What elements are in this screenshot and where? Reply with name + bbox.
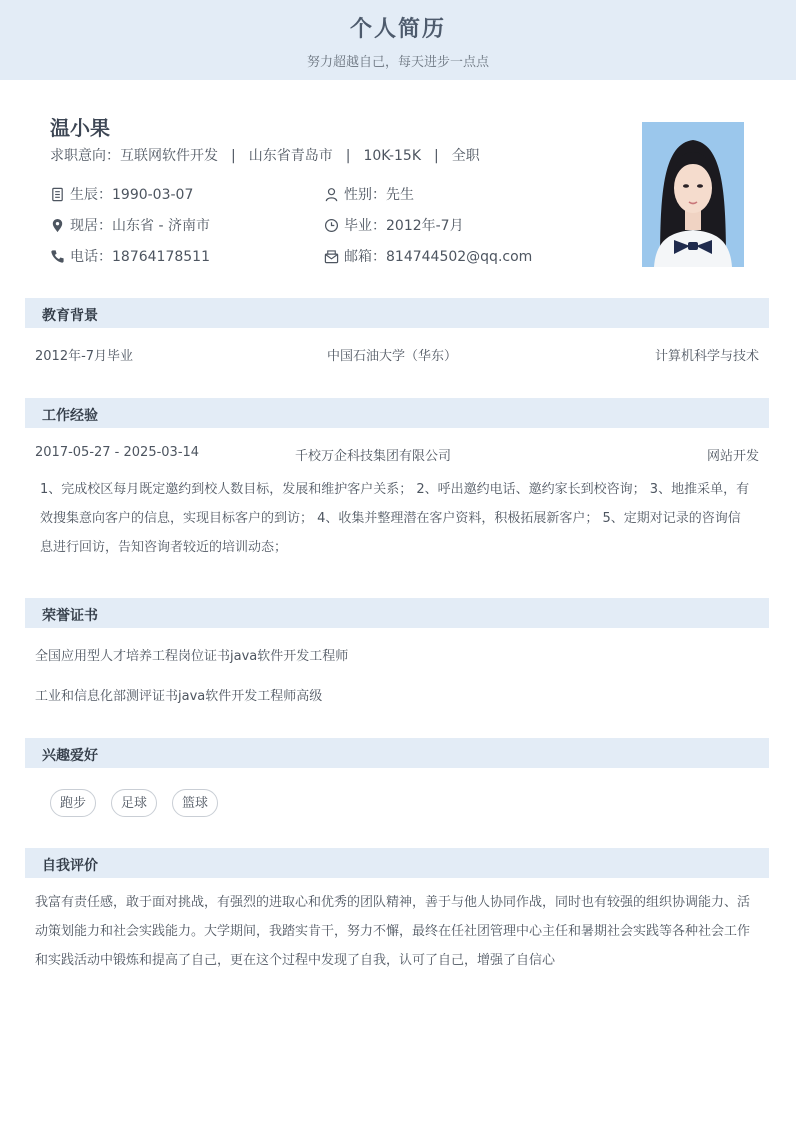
- clock-icon: [324, 218, 339, 233]
- hobby-tag: 足球: [111, 789, 157, 817]
- education-date: 2012年-7月毕业: [35, 349, 134, 364]
- section-title: 工作经验: [42, 408, 98, 424]
- phone-text: 电话：18764178511: [70, 249, 210, 265]
- graduation-text: 毕业：2012年-7月: [344, 218, 464, 234]
- residence-text: 现居：山东省 - 济南市: [70, 218, 210, 234]
- user-icon: [324, 187, 339, 202]
- separator: |: [231, 148, 236, 164]
- job-intent: [50, 145, 480, 165]
- honor-item: 全国应用型人才培养工程岗位证书java软件开发工程师: [35, 649, 349, 664]
- honor-item: 工业和信息化部测评证书java软件开发工程师高级: [35, 689, 323, 704]
- section-title: 自我评价: [42, 858, 98, 874]
- work-company: 千校万企科技集团有限公司: [295, 449, 452, 464]
- gender-info: [324, 184, 414, 204]
- residence-info: [50, 215, 210, 235]
- section-self-evaluation: [25, 848, 769, 878]
- resume-title: 个人简历: [349, 17, 446, 42]
- section-education: [25, 298, 769, 328]
- section-hobbies: [25, 738, 769, 768]
- birth-info: [50, 184, 193, 204]
- email-text: 邮箱：814744502@qq.com: [344, 249, 533, 265]
- section-title: 荣誉证书: [42, 608, 98, 624]
- section-honors: [25, 598, 769, 628]
- job-type: 全职: [451, 148, 480, 164]
- mail-icon: [324, 249, 339, 264]
- work-position: 网站开发: [706, 449, 759, 464]
- portrait-image: [642, 122, 744, 267]
- education-major: 计算机科学与技术: [654, 349, 759, 364]
- work-period: 2017-05-27 - 2025-03-14: [35, 445, 200, 460]
- hobby-tag: 篮球: [172, 789, 218, 817]
- graduation-info: [324, 215, 464, 235]
- phone-icon: [50, 249, 65, 264]
- section-title: 兴趣爱好: [42, 748, 98, 764]
- email-info: [324, 246, 532, 266]
- birth-text: 生辰：1990-03-07: [70, 187, 194, 203]
- location-pin-icon: [50, 218, 65, 233]
- resume-header: [0, 0, 796, 80]
- section-work: [25, 398, 769, 428]
- separator: |: [434, 148, 439, 164]
- gender-text: 性别：先生: [344, 187, 414, 203]
- calendar-icon: [50, 187, 65, 202]
- resume-subtitle: 努力超越自己，每天进步一点点: [306, 55, 489, 70]
- job-intent-label: 求职意向：互联网软件开发: [50, 148, 218, 164]
- job-location: 山东省青岛市: [248, 148, 333, 164]
- profile-photo: [642, 122, 744, 267]
- education-school: 中国石油大学（华东）: [327, 349, 458, 364]
- section-title: 教育背景: [42, 308, 98, 324]
- self-evaluation-text: 我富有责任感，敢于面对挑战，有强烈的进取心和优秀的团队精神，善于与他人协同作战，同时也有较强的组织协调能力、活动策划能力和社会实践能力。大学期间，我踏实肯干，努力不懈，最终在任社团管理中心主任和暑期社会实践等各种社会工作和实践活动中锻炼和提高了自己，更在这个过程中发现了自我，认可了自己，增强了自信心: [35, 895, 751, 968]
- phone-info: [50, 246, 210, 266]
- candidate-name: 温小果: [50, 116, 110, 140]
- hobby-tag: 跑步: [50, 789, 96, 817]
- job-salary: 10K-15K: [363, 148, 422, 164]
- separator: |: [345, 148, 351, 164]
- work-description: 1、完成校区每月既定邀约到校人数目标，发展和维护客户关系； 2、呼出邀约电话、邀约家长到校咨询； 3、地推采单，有效搜集意向客户的信息，实现目标客户的到访； 4、收集并整理潜在客户资料，积极拓展新客户； 5、定期对记录的咨询信息进行回访，告知咨询者较近的培训动态；: [40, 482, 750, 555]
